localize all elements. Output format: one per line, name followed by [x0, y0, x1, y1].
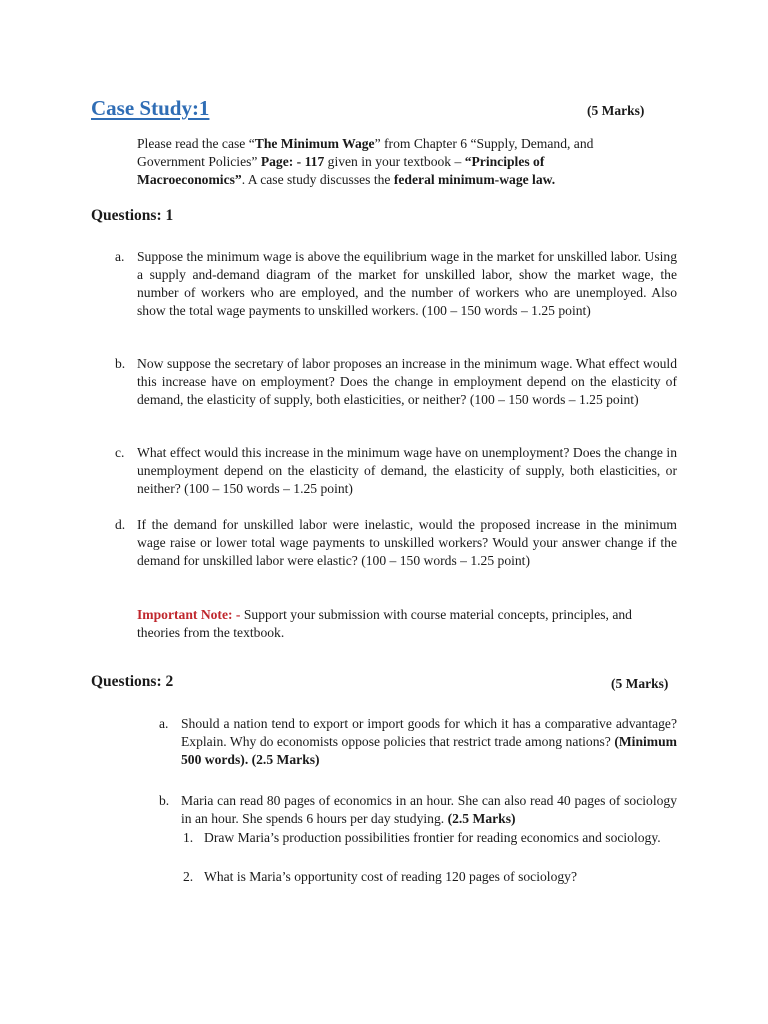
q2-sub-1-text: Draw Maria’s production possibilities frontier for reading economics and sociology. — [204, 830, 661, 845]
q2-item-a — [181, 715, 677, 769]
questions-2-marks: (5 Marks) — [611, 676, 669, 691]
questions-2-heading: Questions: 2 — [91, 673, 174, 690]
q2-sub-2-text: What is Maria’s opportunity cost of reading 120 pages of sociology? — [204, 869, 577, 884]
q2-sub-2-label: 2. — [183, 869, 194, 884]
q2-item-a-text: Should a nation tend to export or import goods for which it has a comparative advantage? Explain. Why do economists oppose policies that restrict trade among nations? — [181, 716, 677, 749]
q2-item-b — [181, 792, 677, 828]
q2-item-b-marks: (2.5 Marks) — [447, 811, 516, 826]
intro-text-1: Please read the case “ — [137, 136, 255, 151]
q1-item-d-label: d. — [115, 517, 126, 532]
page-reference: Page: - 117 — [260, 154, 325, 169]
important-note-label: Important Note: - — [137, 607, 241, 622]
q2-item-a-label: a. — [159, 716, 169, 731]
case-study-marks: (5 Marks) — [587, 103, 645, 118]
q1-item-a-text: Suppose the minimum wage is above the equilibrium wage in the market for unskilled labor. Using a supply and-demand diagram of the market for unskilled labor, show the market wage, the number of workers who are employed, and the number of workers who are unemployed. Also show the total wage payments to unskilled workers. (100 – 150 words – 1.25 point) — [137, 249, 677, 318]
law-name: federal minimum-wage law. — [393, 172, 556, 187]
case-name: The Minimum Wage — [254, 136, 375, 151]
intro-text-4: . A case study discusses the — [241, 172, 394, 187]
intro-text-3: given in your textbook – — [324, 154, 465, 169]
important-note — [137, 606, 667, 642]
q2-item-a-requirement: (Minimum 500 words). (2.5 Marks) — [181, 734, 677, 767]
textbook-name: “Principles of Macroeconomics” — [137, 154, 545, 187]
q1-item-c-text: What effect would this increase in the minimum wage have on unemployment? Does the change in unemployment depend on the elasticity of demand, the elasticity of supply, both elasticities, or neither? (100 – 150 words – 1.25 point) — [137, 445, 677, 496]
q1-item-d-text: If the demand for unskilled labor were inelastic, would the proposed increase in the minimum wage raise or lower total wage payments to unskilled workers? Would your answer change if the demand for unskilled labor were elastic? (100 – 150 words – 1.25 point) — [137, 517, 677, 568]
q2-sub-1-label: 1. — [183, 830, 194, 845]
q1-item-b-text: Now suppose the secretary of labor proposes an increase in the minimum wage. What effect would this increase have on employment? Does the change in employment depend on the elasticity of demand, the elasticity of supply, both elasticities, or neither? (100 – 150 words – 1.25 point) — [137, 356, 677, 407]
q2-item-b-label: b. — [159, 793, 170, 808]
intro-text-2: ” from Chapter 6 “Supply, Demand, and Government Policies” — [137, 136, 594, 169]
q1-item-c-label: c. — [115, 445, 125, 460]
intro-paragraph — [137, 135, 647, 189]
q1-item-b-label: b. — [115, 356, 126, 371]
q2-item-b-text: Maria can read 80 pages of economics in an hour. She can also read 40 pages of sociology in an hour. She spends 6 hours per day studying. — [181, 793, 677, 826]
questions-1-heading: Questions: 1 — [91, 207, 174, 224]
case-study-title: Case Study:1 — [91, 96, 210, 120]
q1-item-a-label: a. — [115, 249, 125, 264]
important-note-text: Support your submission with course material concepts, principles, and theories from the textbook. — [137, 607, 632, 640]
